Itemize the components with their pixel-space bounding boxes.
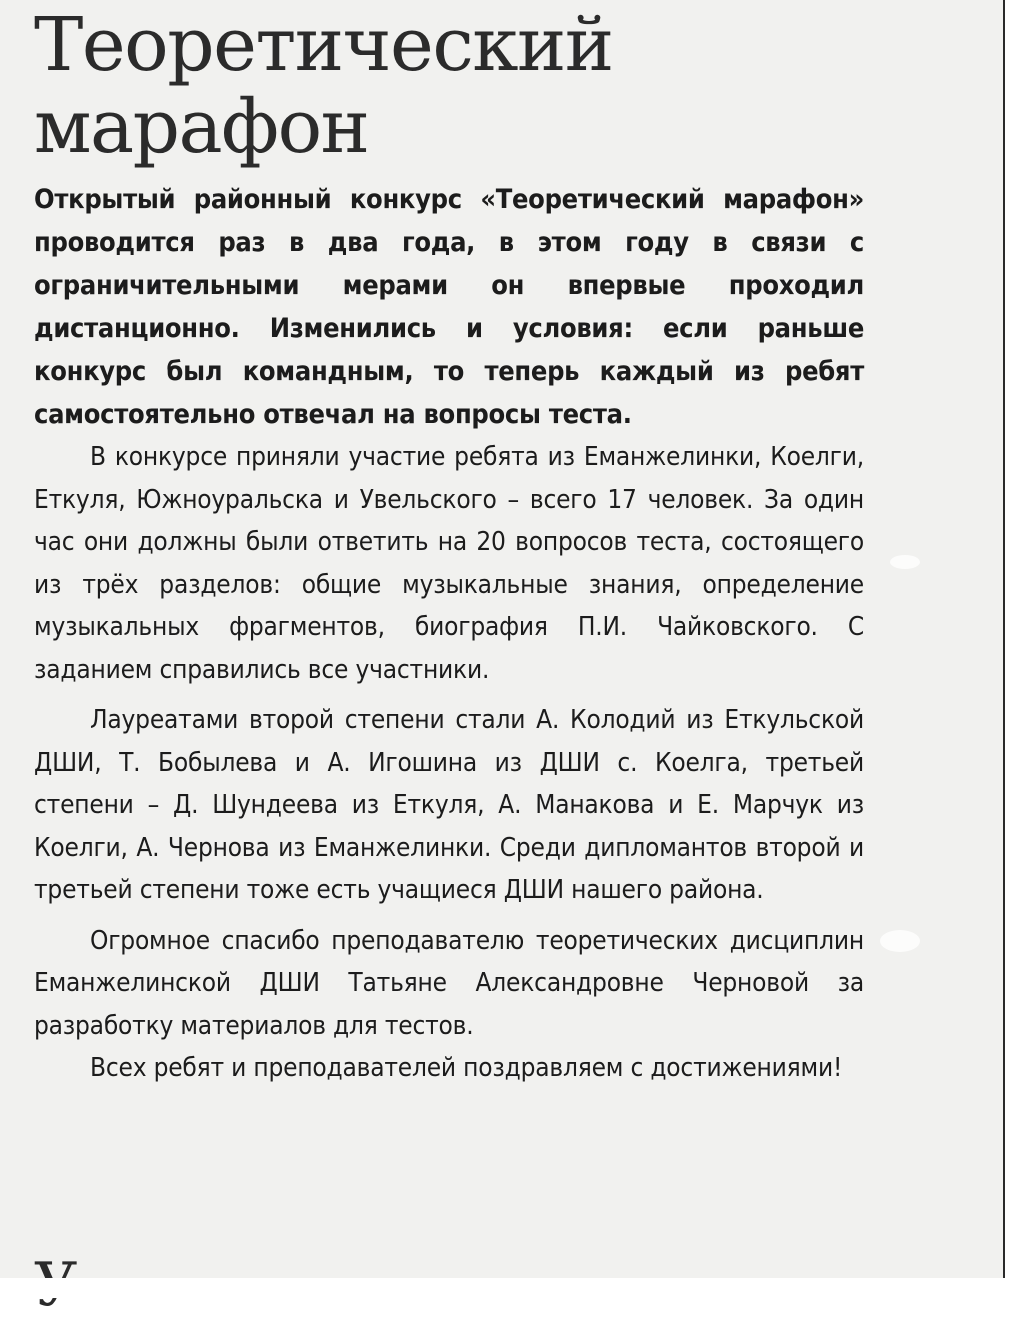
paragraph-congratulations: Всех ребят и преподавателей поздравляем с достижениями! <box>90 1053 843 1083</box>
paragraph-laureates: Лауреатами второй степени стали А. Колодий из Еткульской ДШИ, Т. Бобылева и А. Игошина из ДШИ с. Коелга, третьей степени – Д. Шундеева из Еткуля, А. Манакова и Е. Марчук из Коелги, А. Чернова из Еманжелинки. Среди дипломантов второй и третьей степени тоже есть учащиеся ДШИ нашего района. <box>34 705 864 905</box>
article <box>34 4 864 1090</box>
article-headline <box>34 4 864 168</box>
article-lead: Открытый районный конкурс «Теоретический марафон» проводится раз в два года, в этом году в связи с ограничительными мерами он впервые проходил дистанционно. Изменились и условия: если раньше конкурс был командным, то теперь каждый из ребят самостоятельно отвечал на вопросы теста. <box>34 184 864 430</box>
scan-margin-right <box>1003 0 1026 1298</box>
paper-scuff <box>880 930 920 952</box>
headline-line-1: Теоретический <box>34 2 613 88</box>
paragraph-participants: В конкурсе приняли участие ребята из Еманжелинки, Коелги, Еткуля, Южноуральска и Увельского – всего 17 человек. За один час они должны были ответить на 20 вопросов теста, состоящего из трёх разделов: общие музыкальные знания, определение музыкальных фрагментов, биография П.И. Чайковского. С заданием справились все участники. <box>34 442 864 685</box>
headline-line-2: марафон <box>34 84 369 170</box>
paragraph-thanks: Огромное спасибо преподавателю теоретических дисциплин Еманжелинской ДШИ Татьяне Александровне Черновой за разработку материалов для тестов. <box>34 925 864 1041</box>
paper-scuff <box>890 555 920 569</box>
scan-margin-bottom <box>0 1278 1024 1298</box>
